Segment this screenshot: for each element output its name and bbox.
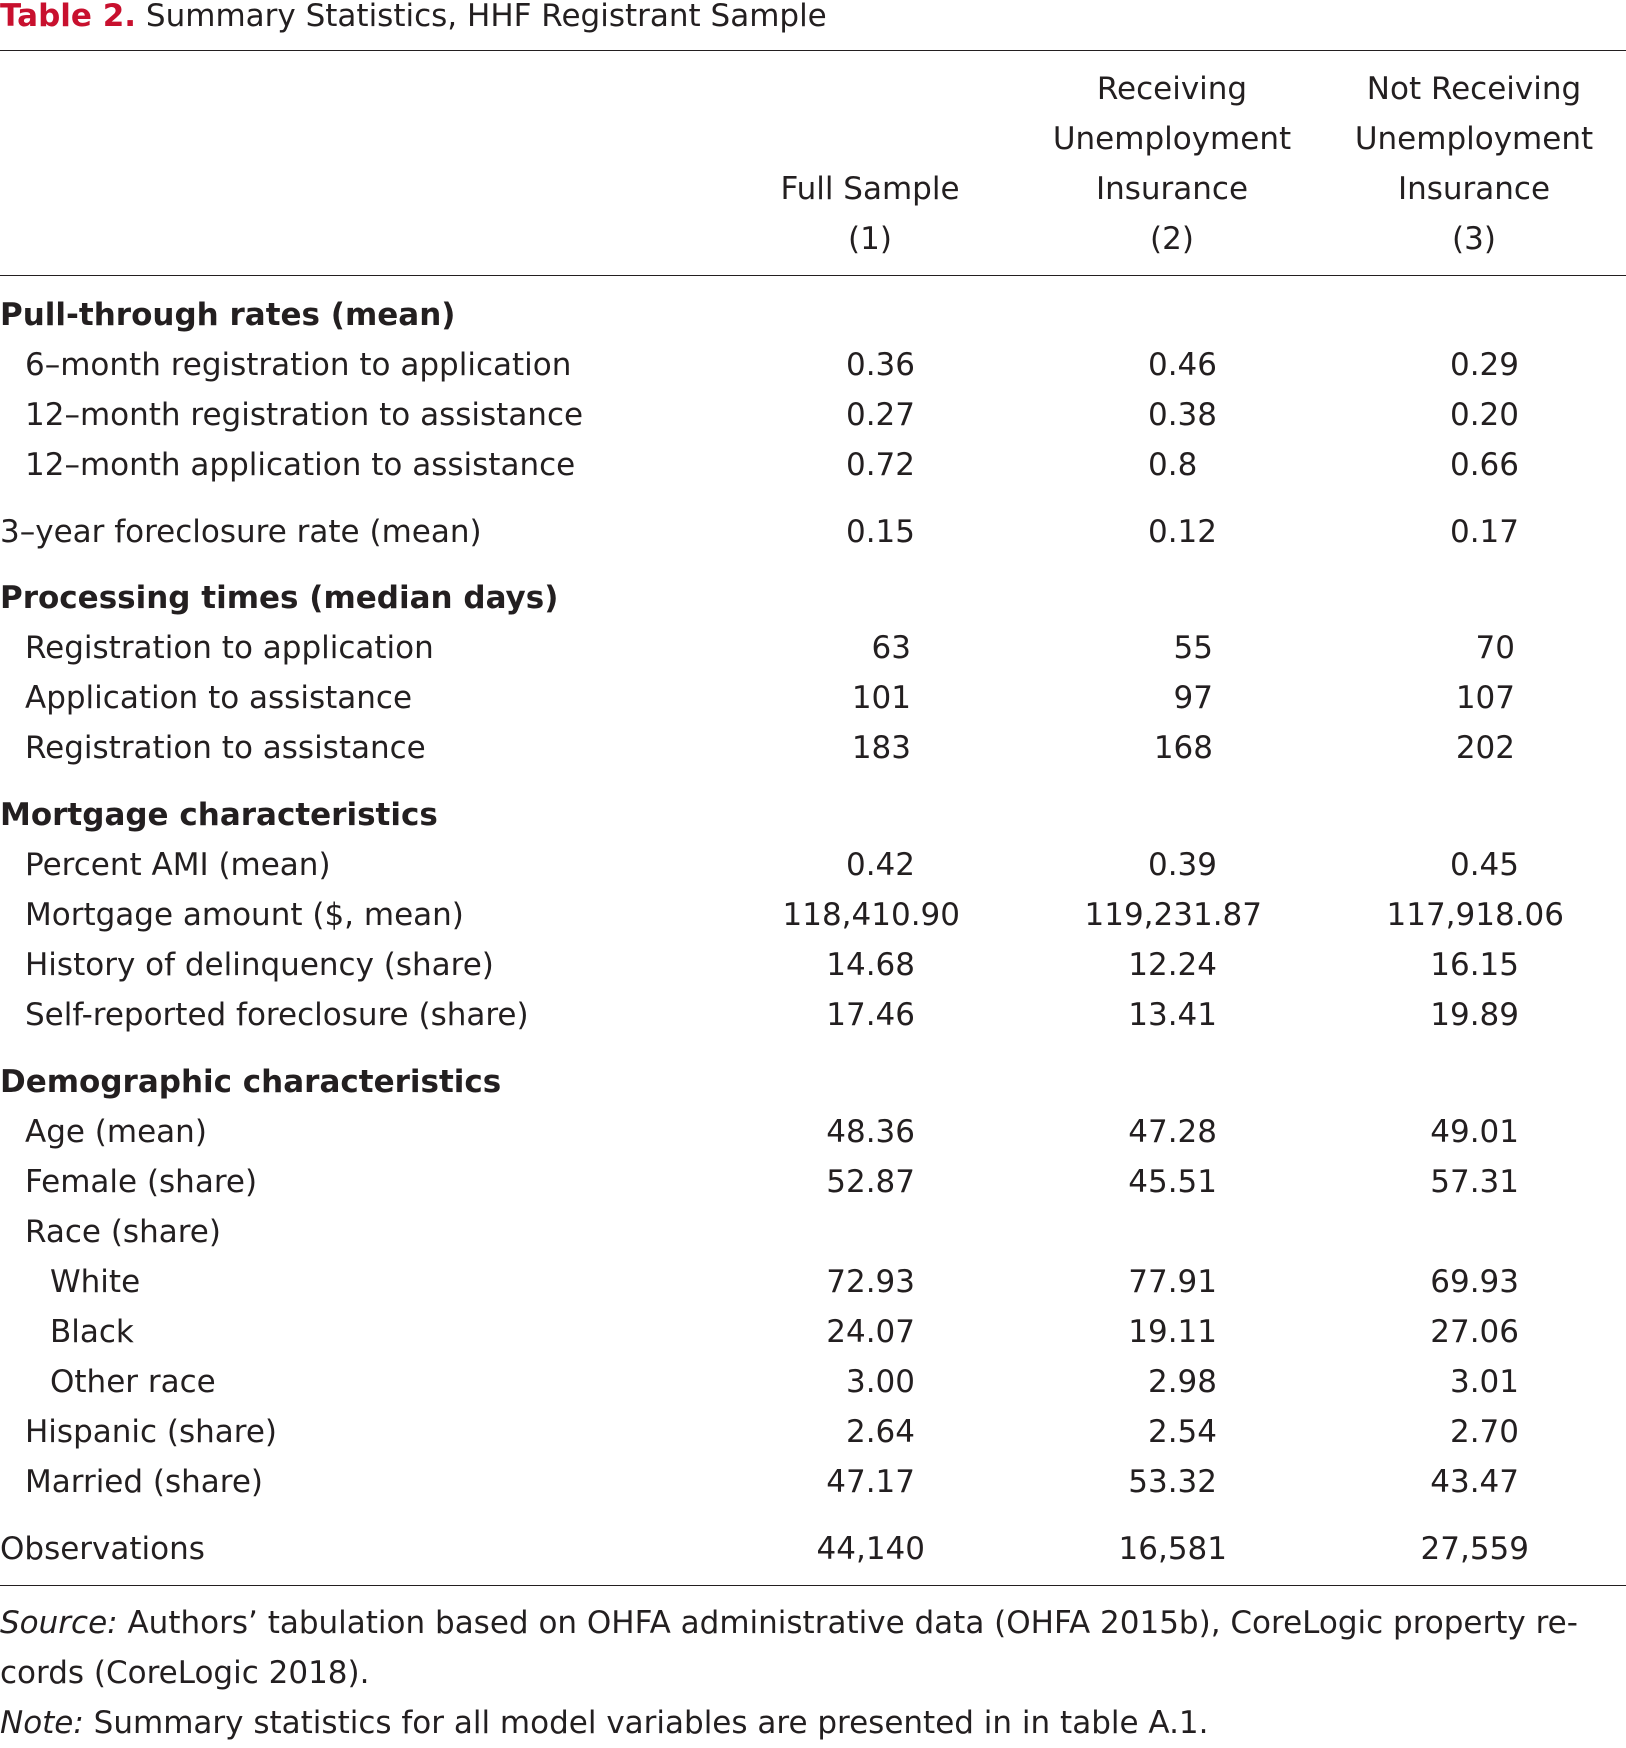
- section-heading-row: [0, 790, 1626, 840]
- cell-receiving-ui: 16,581: [1118, 1531, 1227, 1567]
- table-row: [0, 1157, 1626, 1207]
- cell-not-receiving-ui: 202: [1455, 730, 1515, 766]
- table-caption: Summary Statistics, HHF Registrant Sample: [145, 0, 827, 34]
- cell-not-receiving-ui: 27,559: [1420, 1531, 1529, 1567]
- cell-full-sample: 118,410.90: [782, 897, 960, 933]
- top-rule: [0, 50, 1626, 51]
- row-label: Other race: [50, 1364, 216, 1400]
- cell-not-receiving-ui: 16.15: [1430, 947, 1519, 983]
- cell-not-receiving-ui: 49.01: [1430, 1114, 1519, 1150]
- cell-full-sample: 52.87: [826, 1164, 915, 1200]
- column-header-receiving-ui: Receiving Unemployment Insurance (2): [1052, 71, 1292, 257]
- table-row: [0, 390, 1626, 440]
- section-heading: Processing times (median days): [0, 580, 559, 616]
- row-label: Female (share): [25, 1164, 258, 1200]
- cell-not-receiving-ui: 19.89: [1430, 997, 1519, 1033]
- table-row: [0, 1407, 1626, 1457]
- cell-receiving-ui: 0.8: [1148, 447, 1198, 483]
- table-row: [0, 723, 1626, 773]
- cell-full-sample: 0.15: [845, 514, 915, 550]
- section-heading: Mortgage characteristics: [0, 797, 438, 833]
- cell-receiving-ui: 55: [1173, 630, 1213, 666]
- table-row: [0, 990, 1626, 1040]
- cell-not-receiving-ui: 0.45: [1449, 847, 1519, 883]
- cell-full-sample: 63: [871, 630, 911, 666]
- section-heading-row: [0, 290, 1626, 340]
- cell-full-sample: 0.72: [845, 447, 915, 483]
- source-note: [0, 1598, 1578, 1648]
- header-rule: [0, 275, 1626, 276]
- table-row: [0, 1257, 1626, 1307]
- cell-full-sample: 183: [851, 730, 911, 766]
- table-row: [0, 1107, 1626, 1157]
- row-label: White: [50, 1264, 141, 1300]
- cell-full-sample: 0.36: [845, 347, 915, 383]
- cell-not-receiving-ui: 57.31: [1430, 1164, 1519, 1200]
- row-label: 6–month registration to application: [25, 347, 572, 383]
- cell-full-sample: 72.93: [826, 1264, 915, 1300]
- cell-not-receiving-ui: 0.17: [1449, 514, 1519, 550]
- cell-full-sample: 48.36: [826, 1114, 915, 1150]
- row-label: 12–month registration to assistance: [25, 397, 584, 433]
- general-note: [0, 1698, 1209, 1748]
- table-row: [0, 673, 1626, 723]
- cell-receiving-ui: 2.54: [1147, 1414, 1217, 1450]
- row-label: Married (share): [25, 1464, 264, 1500]
- table-title: [0, 0, 827, 36]
- source-label: Source:: [0, 1605, 118, 1641]
- table-row: [0, 507, 1626, 557]
- note-text: Summary statistics for all model variables are presented in in table A.1.: [83, 1705, 1209, 1741]
- cell-receiving-ui: 19.11: [1128, 1314, 1217, 1350]
- cell-not-receiving-ui: 2.70: [1449, 1414, 1519, 1450]
- cell-receiving-ui: 119,231.87: [1084, 897, 1262, 933]
- cell-receiving-ui: 97: [1173, 680, 1213, 716]
- cell-full-sample: 24.07: [826, 1314, 915, 1350]
- row-label: 3–year foreclosure rate (mean): [0, 514, 482, 550]
- table-row: [0, 1307, 1626, 1357]
- cell-full-sample: 101: [851, 680, 911, 716]
- table-number: Table 2.: [0, 0, 137, 34]
- cell-full-sample: 17.46: [826, 997, 915, 1033]
- table-row: [0, 340, 1626, 390]
- table-row: [0, 1457, 1626, 1507]
- section-heading-row: [0, 573, 1626, 623]
- cell-receiving-ui: 0.39: [1147, 847, 1217, 883]
- observations-row: [0, 1524, 1626, 1574]
- cell-full-sample: 44,140: [816, 1531, 925, 1567]
- note-label: Note:: [0, 1705, 84, 1741]
- cell-not-receiving-ui: 0.20: [1449, 397, 1519, 433]
- section-heading: Demographic characteristics: [0, 1064, 502, 1100]
- row-label: Percent AMI (mean): [25, 847, 331, 883]
- cell-not-receiving-ui: 70: [1475, 630, 1515, 666]
- cell-receiving-ui: 53.32: [1128, 1464, 1217, 1500]
- cell-full-sample: 47.17: [826, 1464, 915, 1500]
- row-label: Black: [50, 1314, 134, 1350]
- row-label: Mortgage amount ($, mean): [25, 897, 464, 933]
- cell-receiving-ui: 2.98: [1147, 1364, 1217, 1400]
- cell-not-receiving-ui: 117,918.06: [1386, 897, 1564, 933]
- cell-receiving-ui: 77.91: [1128, 1264, 1217, 1300]
- cell-full-sample: 0.27: [845, 397, 915, 433]
- table-row: [0, 440, 1626, 490]
- row-label: Registration to application: [25, 630, 434, 666]
- cell-full-sample: 2.64: [845, 1414, 915, 1450]
- row-label: 12–month application to assistance: [25, 447, 576, 483]
- cell-full-sample: 14.68: [826, 947, 915, 983]
- column-header-full-sample: Full Sample (1): [780, 171, 960, 257]
- cell-receiving-ui: 168: [1153, 730, 1213, 766]
- source-text-continued: cords (CoreLogic 2018).: [0, 1655, 370, 1691]
- bottom-rule: [0, 1585, 1626, 1586]
- table-row: [0, 1207, 1626, 1257]
- cell-not-receiving-ui: 43.47: [1430, 1464, 1519, 1500]
- table-row: [0, 890, 1626, 940]
- cell-full-sample: 3.00: [845, 1364, 915, 1400]
- row-label: Self-reported foreclosure (share): [25, 997, 529, 1033]
- cell-receiving-ui: 47.28: [1128, 1114, 1217, 1150]
- cell-not-receiving-ui: 0.66: [1449, 447, 1519, 483]
- row-label: History of delinquency (share): [25, 947, 494, 983]
- cell-receiving-ui: 45.51: [1128, 1164, 1217, 1200]
- row-label: Registration to assistance: [25, 730, 426, 766]
- source-note-continued: [0, 1648, 369, 1698]
- section-heading-row: [0, 1057, 1626, 1107]
- cell-full-sample: 0.42: [845, 847, 915, 883]
- row-label: Hispanic (share): [25, 1414, 278, 1450]
- section-heading: Pull-through rates (mean): [0, 297, 456, 333]
- row-label: Age (mean): [25, 1114, 207, 1150]
- cell-not-receiving-ui: 107: [1455, 680, 1515, 716]
- cell-receiving-ui: 13.41: [1128, 997, 1217, 1033]
- cell-not-receiving-ui: 27.06: [1430, 1314, 1519, 1350]
- cell-not-receiving-ui: 3.01: [1449, 1364, 1519, 1400]
- cell-receiving-ui: 0.46: [1147, 347, 1217, 383]
- row-label: Race (share): [25, 1214, 221, 1250]
- column-header-not-receiving-ui: Not Receiving Unemployment Insurance (3): [1354, 71, 1594, 257]
- source-text: Authors’ tabulation based on OHFA administrative data (OHFA 2015b), CoreLogic property re-: [117, 1605, 1578, 1641]
- cell-receiving-ui: 0.38: [1147, 397, 1217, 433]
- row-label: Observations: [0, 1531, 205, 1567]
- cell-not-receiving-ui: 0.29: [1449, 347, 1519, 383]
- table-row: [0, 840, 1626, 890]
- table-row: [0, 623, 1626, 673]
- row-label: Application to assistance: [25, 680, 413, 716]
- cell-receiving-ui: 0.12: [1147, 514, 1217, 550]
- table-row: [0, 940, 1626, 990]
- cell-receiving-ui: 12.24: [1128, 947, 1217, 983]
- cell-not-receiving-ui: 69.93: [1430, 1264, 1519, 1300]
- table-row: [0, 1357, 1626, 1407]
